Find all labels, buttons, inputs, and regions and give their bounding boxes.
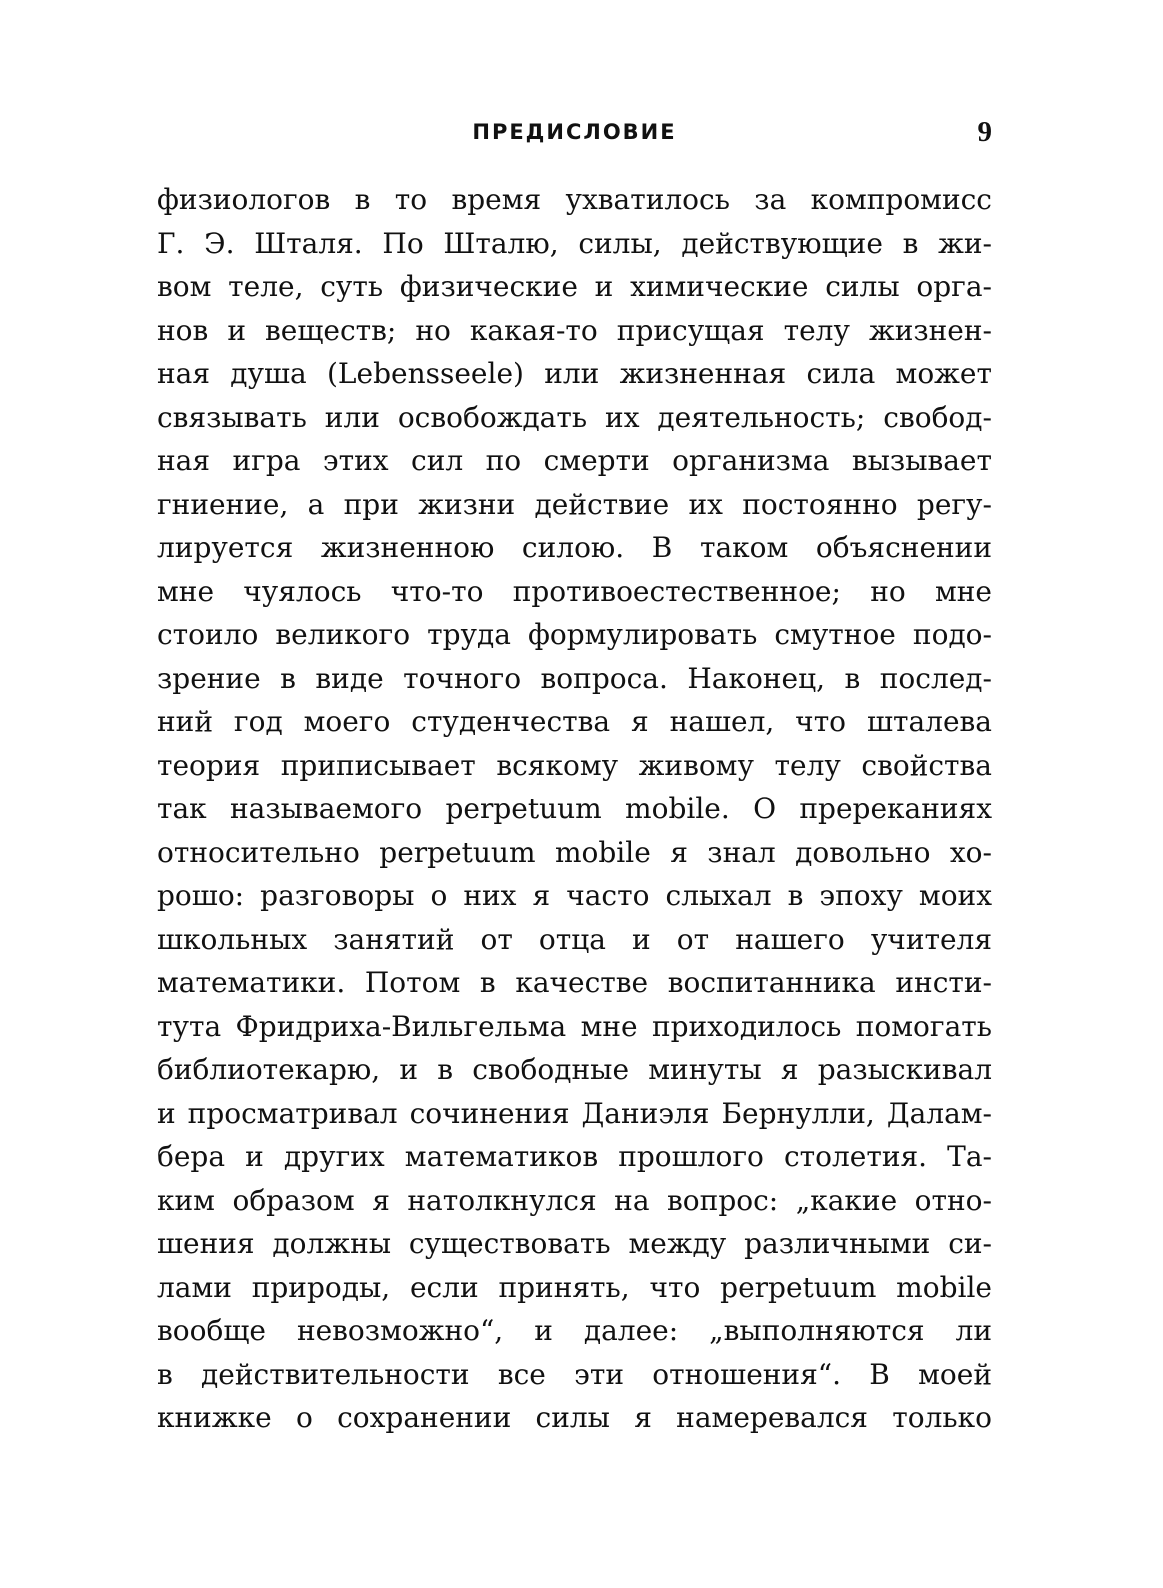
text-line: ким образом я натолкнулся на вопрос: „какие отно- bbox=[157, 1183, 992, 1217]
text-line: и просматривал сочинения Даниэля Бернулли, Далам- bbox=[157, 1096, 992, 1130]
text-line: библиотекарю, и в свободные минуты я разыскивал bbox=[157, 1053, 992, 1086]
text-line: нов и веществ; но какая-то присущая телу жизнен- bbox=[157, 313, 992, 347]
text-line: лируется жизненною силою. В таком объяснении bbox=[157, 531, 992, 564]
text-line: вообще невозможно“, и далее: „выполняются ли bbox=[157, 1314, 992, 1347]
text-line: ная душа (Lebensseele) или жизненная сила может bbox=[157, 357, 992, 390]
text-line: книжке о сохранении силы я намеревался только bbox=[157, 1401, 992, 1434]
text-line: ная игра этих сил по смерти организма вызывает bbox=[157, 444, 992, 477]
text-line: Г. Э. Шталя. По Шталю, силы, действующие в жи- bbox=[157, 226, 992, 260]
text-line: шения должны существовать между различными си- bbox=[157, 1227, 992, 1260]
text-line: бера и других математиков прошлого столетия. Та- bbox=[157, 1140, 992, 1173]
page-number: 9 bbox=[977, 116, 992, 148]
text-line: стоило великого труда формулировать смутное подо- bbox=[157, 618, 992, 651]
text-line: гниение, а при жизни действие их постоянно регу- bbox=[157, 487, 992, 521]
text-line: физиологов в то время ухватилось за компромисс bbox=[157, 183, 992, 216]
text-line: относительно perpetuum mobile я знал довольно хо- bbox=[157, 835, 992, 869]
text-line: рошо: разговоры о них я часто слыхал в эпоху моих bbox=[157, 879, 992, 912]
text-line: ний год моего студенчества я нашел, что шталева bbox=[157, 705, 992, 738]
page-header bbox=[157, 116, 992, 160]
text-line: математики. Потом в качестве воспитанника инсти- bbox=[157, 966, 992, 999]
text-line: школьных занятий от отца и от нашего учителя bbox=[157, 922, 992, 956]
text-line: зрение в виде точного вопроса. Наконец, в послед- bbox=[157, 661, 992, 695]
text-line: в действительности все эти отношения“. В моей bbox=[157, 1357, 992, 1391]
text-line: мне чуялось что-то противоестественное; но мне bbox=[157, 574, 992, 608]
body-text bbox=[157, 178, 992, 1440]
text-line: тута Фридриха-Вильгельма мне приходилось помогать bbox=[157, 1009, 992, 1043]
text-line: вом теле, суть физические и химические силы орга- bbox=[157, 270, 992, 303]
text-line: связывать или освобождать их деятельность; свобод- bbox=[157, 400, 992, 434]
text-line: теория приписывает всякому живому телу свойства bbox=[157, 748, 992, 782]
text-line: лами природы, если принять, что perpetuum mobile bbox=[157, 1270, 992, 1304]
running-title: ПРЕДИСЛОВИЕ bbox=[472, 120, 677, 144]
text-line: так называемого perpetuum mobile. О пререканиях bbox=[157, 792, 992, 825]
